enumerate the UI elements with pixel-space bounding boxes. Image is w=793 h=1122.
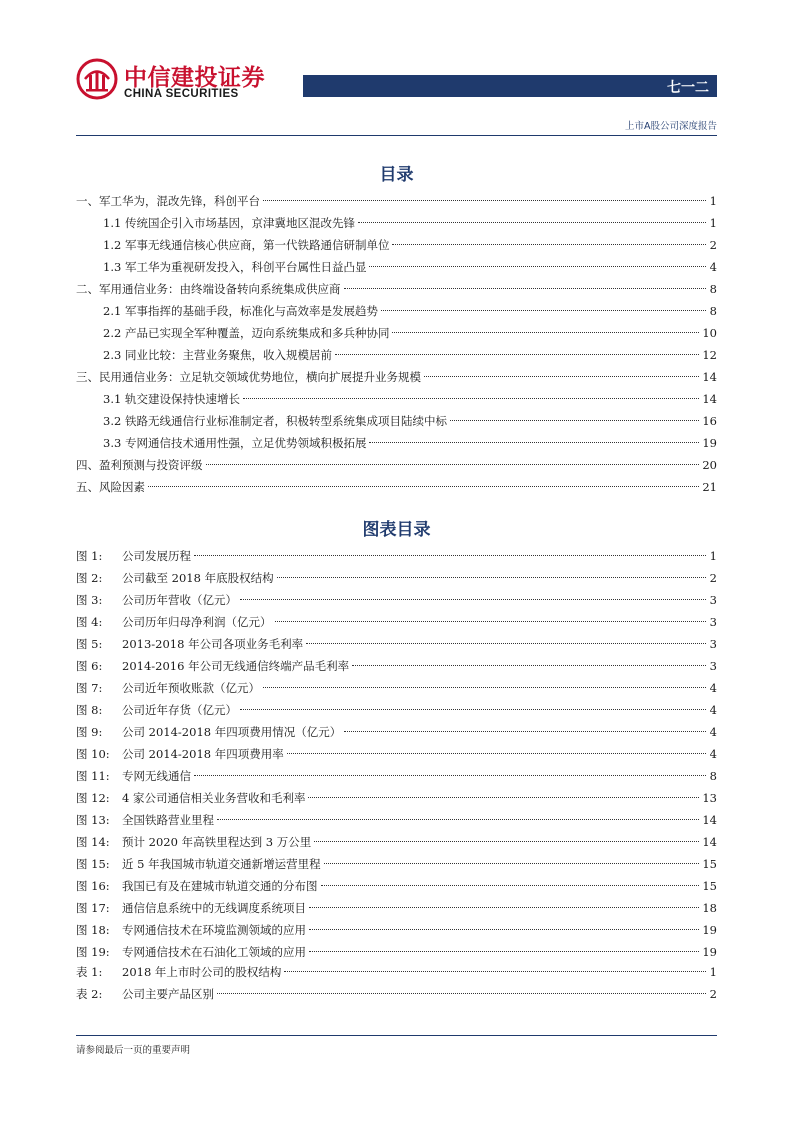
dot-leader — [321, 885, 700, 886]
list-item[interactable] — [76, 699, 717, 721]
entry-title — [76, 677, 260, 699]
list-item[interactable] — [76, 897, 717, 919]
toc-item[interactable] — [76, 212, 717, 234]
entry-title — [76, 743, 284, 765]
toc-item[interactable] — [76, 322, 717, 344]
dot-leader — [369, 442, 699, 443]
list-item[interactable] — [76, 655, 717, 677]
page-number: 2 — [709, 571, 717, 585]
page-number: 4 — [709, 703, 717, 717]
entry-number: 图 4: — [76, 615, 103, 629]
company-name: 七一二 — [667, 80, 709, 96]
page-number: 1 — [709, 965, 717, 979]
figure-list-title: 图表目录 — [362, 520, 431, 540]
page-number: 19 — [702, 945, 717, 959]
dot-leader — [308, 797, 699, 798]
entry-text: 2013-2018 年公司各项业务毛利率 — [122, 637, 304, 651]
entry-text: 4 家公司通信相关业务营收和毛利率 — [122, 791, 306, 805]
dot-leader — [309, 907, 699, 908]
entry-text: 全国铁路营业里程 — [122, 813, 214, 827]
dot-leader — [206, 464, 700, 465]
page-number: 13 — [702, 791, 717, 805]
entry-title: 二、军用通信业务：由终端设备转向系统集成供应商 — [76, 282, 341, 296]
entry-number: 图 7: — [76, 681, 103, 695]
page-number: 3 — [709, 637, 717, 651]
logo-chinese-name: 中信建投证券 — [124, 65, 265, 91]
table-list — [76, 961, 717, 1005]
entry-number: 图 6: — [76, 659, 103, 673]
list-item[interactable] — [76, 809, 717, 831]
entry-number: 图 13: — [76, 813, 110, 827]
entry-title — [76, 633, 303, 655]
entry-title: 3.2 铁路无线通信行业标准制定者，积极转型系统集成项目陆续中标 — [103, 414, 447, 428]
entry-number: 图 15: — [76, 857, 110, 871]
dot-leader — [240, 709, 706, 710]
dot-leader — [324, 863, 700, 864]
entry-title — [76, 655, 349, 677]
page-number: 19 — [702, 436, 717, 450]
page-number: 18 — [702, 901, 717, 915]
page-number: 1 — [709, 549, 717, 563]
entry-number: 表 1: — [76, 965, 103, 979]
toc-title: 目录 — [379, 165, 414, 185]
dot-leader — [194, 555, 706, 556]
table-of-contents — [76, 190, 717, 498]
dot-leader — [275, 621, 707, 622]
entry-title — [76, 983, 214, 1005]
entry-number: 图 8: — [76, 703, 103, 717]
toc-item[interactable] — [76, 410, 717, 432]
entry-number: 图 5: — [76, 637, 103, 651]
entry-text: 通信信息系统中的无线调度系统项目 — [122, 901, 306, 915]
entry-title — [76, 809, 214, 831]
page-number: 2 — [709, 238, 717, 252]
entry-title: 2.1 军事指挥的基础手段，标准化与高效率是发展趋势 — [103, 304, 378, 318]
toc-item[interactable] — [76, 278, 717, 300]
entry-title: 1.3 军工华为重视研发投入，科创平台属性日益凸显 — [103, 260, 367, 274]
dot-leader — [309, 929, 699, 930]
entry-number: 图 2: — [76, 571, 103, 585]
dot-leader — [240, 599, 706, 600]
entry-title — [76, 589, 237, 611]
toc-item[interactable] — [76, 344, 717, 366]
list-item[interactable] — [76, 589, 717, 611]
toc-item[interactable] — [76, 476, 717, 498]
entry-title: 2.3 同业比较：主营业务聚焦，收入规模居前 — [103, 348, 332, 362]
toc-item[interactable] — [76, 388, 717, 410]
entry-text: 公司主要产品区别 — [122, 987, 214, 1001]
toc-item[interactable] — [76, 366, 717, 388]
dot-leader — [217, 819, 699, 820]
entry-number: 图 3: — [76, 593, 103, 607]
entry-title — [76, 897, 306, 919]
dot-leader — [381, 310, 706, 311]
list-item[interactable] — [76, 721, 717, 743]
page-number: 8 — [709, 304, 717, 318]
footer-disclaimer: 请参阅最后一页的重要声明 — [76, 1045, 191, 1056]
dot-leader — [217, 993, 706, 994]
page-number: 4 — [709, 747, 717, 761]
list-item[interactable] — [76, 765, 717, 787]
entry-title — [76, 961, 281, 983]
toc-item[interactable] — [76, 432, 717, 454]
dot-leader — [358, 222, 706, 223]
entry-title — [76, 875, 318, 897]
entry-title: 四、盈利预测与投资评级 — [76, 458, 203, 472]
logo-english-name: CHINA SECURITIES — [124, 88, 239, 100]
entry-number: 图 17: — [76, 901, 110, 915]
entry-title: 3.3 专网通信技术通用性强，立足优势领域积极拓展 — [103, 436, 367, 450]
page-number: 14 — [702, 392, 717, 406]
list-item[interactable] — [76, 961, 717, 983]
page-number: 14 — [702, 370, 717, 384]
entry-title: 3.1 轨交建设保持快速增长 — [103, 392, 240, 406]
entry-title — [76, 919, 306, 941]
dot-leader — [352, 665, 706, 666]
dot-leader — [450, 420, 699, 421]
dot-leader — [392, 244, 706, 245]
toc-item[interactable] — [76, 190, 717, 212]
entry-number: 图 1: — [76, 549, 103, 563]
entry-title — [76, 853, 321, 875]
page-number: 14 — [702, 835, 717, 849]
entry-title — [76, 787, 305, 809]
page-number: 12 — [702, 348, 717, 362]
entry-text: 公司截至 2018 年底股权结构 — [122, 571, 274, 585]
entry-text: 专网通信技术在石油化工领域的应用 — [122, 945, 306, 959]
page-number: 3 — [709, 659, 717, 673]
toc-item[interactable] — [76, 234, 717, 256]
dot-leader — [369, 266, 706, 267]
header-bar — [303, 75, 717, 97]
page-number: 20 — [702, 458, 717, 472]
list-item[interactable] — [76, 567, 717, 589]
entry-title — [76, 611, 272, 633]
page-number: 15 — [702, 857, 717, 871]
entry-number: 表 2: — [76, 987, 103, 1001]
dot-leader — [314, 841, 699, 842]
page-number: 8 — [709, 282, 717, 296]
dot-leader — [344, 288, 707, 289]
list-item[interactable] — [76, 743, 717, 765]
list-item[interactable] — [76, 831, 717, 853]
page-number: 15 — [702, 879, 717, 893]
dot-leader — [306, 643, 706, 644]
entry-text: 公司历年归母净利润（亿元） — [122, 615, 272, 629]
dot-leader — [287, 753, 706, 754]
page-number: 4 — [709, 260, 717, 274]
page-number: 4 — [709, 681, 717, 695]
toc-item[interactable] — [76, 454, 717, 476]
list-item[interactable] — [76, 941, 717, 963]
entry-number: 图 18: — [76, 923, 110, 937]
list-item[interactable] — [76, 853, 717, 875]
list-item[interactable] — [76, 611, 717, 633]
dot-leader — [344, 731, 706, 732]
dot-leader — [243, 398, 699, 399]
footer-divider — [76, 1035, 717, 1036]
page-number: 21 — [702, 480, 717, 494]
header-divider — [76, 135, 717, 136]
entry-title — [76, 941, 306, 963]
entry-text: 2018 年上市时公司的股权结构 — [122, 965, 282, 979]
entry-text: 专网通信技术在环境监测领域的应用 — [122, 923, 306, 937]
entry-title: 一、军工华为，混改先锋，科创平台 — [76, 194, 260, 208]
entry-text: 我国已有及在建城市轨道交通的分布图 — [122, 879, 318, 893]
dot-leader — [309, 951, 699, 952]
page-number: 1 — [709, 194, 717, 208]
entry-number: 图 12: — [76, 791, 110, 805]
entry-title — [76, 831, 311, 853]
entry-text: 公司近年存货（亿元） — [122, 703, 237, 717]
page-number: 4 — [709, 725, 717, 739]
page-number: 2 — [709, 987, 717, 1001]
entry-number: 图 19: — [76, 945, 110, 959]
page-number: 19 — [702, 923, 717, 937]
brand-mark-icon — [76, 58, 118, 100]
page-number: 8 — [709, 769, 717, 783]
dot-leader — [335, 354, 699, 355]
entry-title — [76, 721, 341, 743]
page-number: 3 — [709, 615, 717, 629]
page-number: 1 — [709, 216, 717, 230]
entry-title: 三、民用通信业务：立足轨交领域优势地位，横向扩展提升业务规模 — [76, 370, 421, 384]
report-type: 上市A股公司深度报告 — [625, 121, 717, 132]
list-item[interactable] — [76, 633, 717, 655]
entry-text: 2014-2016 年公司无线通信终端产品毛利率 — [122, 659, 350, 673]
entry-text: 公司 2014-2018 年四项费用情况（亿元） — [122, 725, 342, 739]
entry-text: 专网无线通信 — [122, 769, 191, 783]
entry-title — [76, 699, 237, 721]
figure-list — [76, 545, 717, 963]
entry-title: 1.2 军事无线通信核心供应商，第一代铁路通信研制单位 — [103, 238, 390, 252]
dot-leader — [263, 200, 706, 201]
list-item[interactable] — [76, 875, 717, 897]
entry-text: 近 5 年我国城市轨道交通新增运营里程 — [122, 857, 321, 871]
list-item[interactable] — [76, 677, 717, 699]
entry-number: 图 16: — [76, 879, 110, 893]
entry-text: 公司历年营收（亿元） — [122, 593, 237, 607]
toc-item[interactable] — [76, 256, 717, 278]
page-number: 14 — [702, 813, 717, 827]
dot-leader — [284, 971, 706, 972]
dot-leader — [277, 577, 706, 578]
dot-leader — [424, 376, 699, 377]
entry-title: 2.2 产品已实现全军种覆盖，迈向系统集成和多兵种协同 — [103, 326, 390, 340]
dot-leader — [263, 687, 706, 688]
entry-title: 1.1 传统国企引入市场基因，京津冀地区混改先锋 — [103, 216, 355, 230]
list-item[interactable] — [76, 919, 717, 941]
entry-title — [76, 765, 191, 787]
entry-number: 图 9: — [76, 725, 103, 739]
entry-number: 图 10: — [76, 747, 110, 761]
entry-text: 公司发展历程 — [122, 549, 191, 563]
list-item[interactable] — [76, 983, 717, 1005]
page-number: 3 — [709, 593, 717, 607]
entry-text: 公司 2014-2018 年四项费用率 — [122, 747, 284, 761]
dot-leader — [194, 775, 706, 776]
entry-text: 预计 2020 年高铁里程达到 3 万公里 — [122, 835, 312, 849]
toc-item[interactable] — [76, 300, 717, 322]
list-item[interactable] — [76, 787, 717, 809]
entry-number: 图 11: — [76, 769, 110, 783]
brand-logo — [76, 58, 265, 102]
entry-number: 图 14: — [76, 835, 110, 849]
entry-title: 五、风险因素 — [76, 480, 145, 494]
entry-title — [76, 545, 191, 567]
dot-leader — [148, 486, 699, 487]
entry-title — [76, 567, 274, 589]
page-number: 10 — [702, 326, 717, 340]
entry-text: 公司近年预收账款（亿元） — [122, 681, 260, 695]
page-number: 16 — [702, 414, 717, 428]
list-item[interactable] — [76, 545, 717, 567]
dot-leader — [392, 332, 699, 333]
